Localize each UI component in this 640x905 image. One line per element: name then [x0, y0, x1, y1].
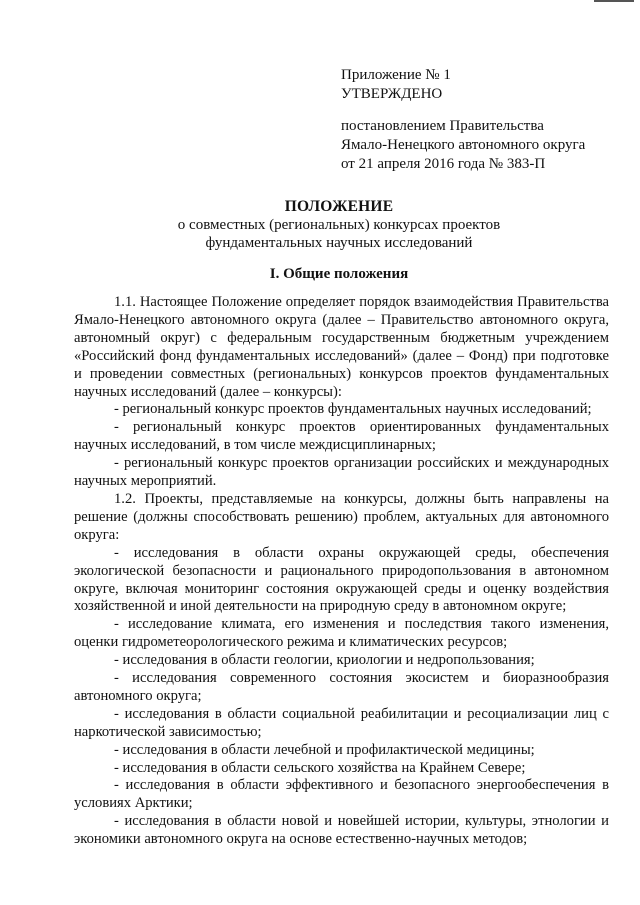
appendix-label: Приложение № 1	[341, 67, 451, 83]
paragraph-1-1: 1.1. Настоящее Положение определяет порядок взаимодействия Правительства Ямало-Ненецкого автономного округа (далее – Правительство автономного округа, автономный округ) с федеральным государственным бюджетным учреждением «Российский фонд фундаментальных исследований» (далее – Фонд) при подготовке и проведении совместных (региональных) конкурсов проектов фундаментальных научных исследований (далее – конкурсы):	[74, 294, 609, 400]
list-item: - исследования в области новой и новейшей истории, культуры, этнологии и экономики автономного округа на основе естественно-научных методов;	[74, 813, 609, 848]
list-item: - исследование климата, его изменения и последствия такого изменения, оценки гидрометеорологического режима и климатических ресурсов;	[74, 616, 609, 651]
list-item: - исследования современного состояния экосистем и биоразнообразия автономного округа;	[74, 670, 609, 704]
list-item: - региональный конкурс проектов ориентированных фундаментальных научных исследований, в том числе междисциплинарных;	[74, 419, 609, 454]
scan-artifact-line	[594, 0, 634, 2]
list-item: - исследования в области социальной реабилитации и ресоциализации лиц с наркотической зависимостью;	[74, 705, 609, 740]
document-body	[74, 294, 609, 849]
approval-stamp-block	[341, 66, 611, 174]
decree-line-2: Ямало-Ненецкого автономного округа	[341, 137, 586, 153]
decree-date: от 21 апреля 2016 года № 383-П	[341, 156, 546, 172]
list-item: - исследования в области эффективного и безопасного энергообеспечения в условиях Арктики;	[74, 777, 609, 812]
list-item: - исследования в области охраны окружающей среды, обеспечения экологической безопасности и рационального природопользования в автономном округе, включая мониторинг состояния окружающей среды и оценку воздействия хозяйственной и иной деятельности на природную среду в автономном округе;	[74, 544, 609, 615]
approved-label: УТВЕРЖДЕНО	[341, 86, 443, 102]
list-item: - исследования в области лечебной и профилактической медицины;	[114, 741, 535, 758]
list-item: - региональный конкурс проектов фундаментальных научных исследований;	[114, 401, 592, 418]
section-heading: I. Общие положения	[269, 266, 409, 282]
decree-line-1: постановлением Правительства	[341, 118, 544, 134]
list-item: - исследования в области сельского хозяйства на Крайнем Севере;	[114, 759, 526, 776]
document-subtitle	[70, 216, 608, 252]
subtitle-line-1: о совместных (региональных) конкурсах проектов	[177, 217, 501, 233]
paragraph-1-2: 1.2. Проекты, представляемые на конкурсы, должны быть направлены на решение (должны способствовать решению) проблем, актуальных для автономного округа:	[74, 490, 609, 543]
list-item: - региональный конкурс проектов организации российских и международных научных мероприятий.	[74, 455, 609, 490]
list-item: - исследования в области геологии, криологии и недропользования;	[114, 652, 535, 669]
document-title: ПОЛОЖЕНИЕ	[284, 198, 394, 215]
subtitle-line-2: фундаментальных научных исследований	[205, 235, 473, 251]
